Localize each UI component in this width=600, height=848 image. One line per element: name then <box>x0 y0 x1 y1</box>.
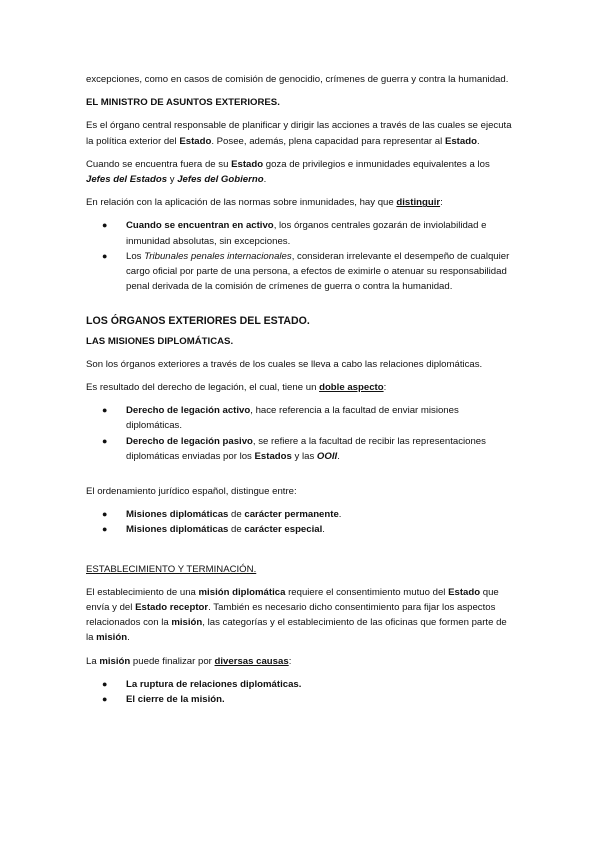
list-item: ● Derecho de legación activo, hace referencia a la facultad de enviar misiones diplomáticas. <box>102 405 459 432</box>
organos-paragraph-3: El ordenamiento jurídico español, distingue entre: <box>86 486 297 498</box>
misiones-bullet-list <box>86 507 516 537</box>
bullet-icon: ● <box>102 435 108 446</box>
section-heading-establecimiento: ESTABLECIMIENTO Y TERMINACIÓN. <box>86 563 257 575</box>
bullet-icon: ● <box>102 405 108 416</box>
list-item: ● Misiones diplomáticas de carácter especial. <box>86 522 516 537</box>
bullet-icon: ● <box>102 509 108 520</box>
list-item: ● Cuando se encuentran en activo, los órganos centrales gozarán de inviolabilidad e inmunidad absolutas, sin excepciones. <box>102 220 487 247</box>
organos-paragraph-1: Son los órganos exteriores a través de los cuales se lleva a cabo las relaciones diplomáticas. <box>86 358 483 370</box>
list-item: ● La ruptura de relaciones diplomáticas. <box>86 677 516 692</box>
list-item: ● Derecho de legación pasivo, se refiere a la facultad de recibir las representaciones diplomáticas enviadas por los Estados y las OOII. <box>102 435 486 462</box>
ministro-bullet-list <box>86 218 516 294</box>
list-item: ● Misiones diplomáticas de carácter permanente. <box>86 507 516 522</box>
establecimiento-paragraph-2: La misión puede finalizar por diversas causas: <box>86 655 292 667</box>
list-item: ● Los Tribunales penales internacionales, consideran irrelevante el desempeño de cualquier cargo oficial por parte de una persona, a efectos de eximirle o atenuar su responsabilidad penal derivada de la comisión de crímenes de guerra o contra la humanidad. <box>102 250 510 293</box>
subheading-misiones: LAS MISIONES DIPLOMÁTICAS. <box>86 335 234 347</box>
establecimiento-paragraph-1: El establecimiento de una misión diplomática requiere el consentimiento mutuo del Estado que envía y del Estado receptor. También es necesario dicho consentimiento para fijar los aspectos relacionados con la misión, las categorías y el establecimiento de las oficinas que formen parte de la misión. <box>86 586 507 644</box>
legacion-bullet-list <box>86 403 516 464</box>
section-heading-organos: LOS ÓRGANOS EXTERIORES DEL ESTADO. <box>86 315 310 328</box>
bullet-icon: ● <box>102 220 108 231</box>
document-page <box>86 72 516 715</box>
section-heading-ministro: EL MINISTRO DE ASUNTOS EXTERIORES. <box>86 97 280 109</box>
list-item: ● El cierre de la misión. <box>86 692 516 707</box>
bullet-icon: ● <box>102 678 108 689</box>
causas-bullet-list <box>86 677 516 707</box>
bullet-icon: ● <box>102 250 108 261</box>
intro-paragraph: excepciones, como en casos de comisión de genocidio, crímenes de guerra y contra la humanidad. <box>86 74 509 85</box>
organos-paragraph-2: Es resultado del derecho de legación, el cual, tiene un doble aspecto: <box>86 382 387 394</box>
ministro-paragraph-3: En relación con la aplicación de las normas sobre inmunidades, hay que distinguir: <box>86 197 443 209</box>
bullet-icon: ● <box>102 524 108 535</box>
ministro-paragraph-2: Cuando se encuentra fuera de su Estado goza de privilegios e inmunidades equivalentes a los Jefes del Estados y Jefes del Gobierno. <box>86 158 490 186</box>
ministro-paragraph-1: Es el órgano central responsable de planificar y dirigir las acciones a través de las cuales se ejecuta la política exterior del Estado. Posee, además, plena capacidad para representar al Estado. <box>86 120 512 147</box>
bullet-icon: ● <box>102 694 108 705</box>
